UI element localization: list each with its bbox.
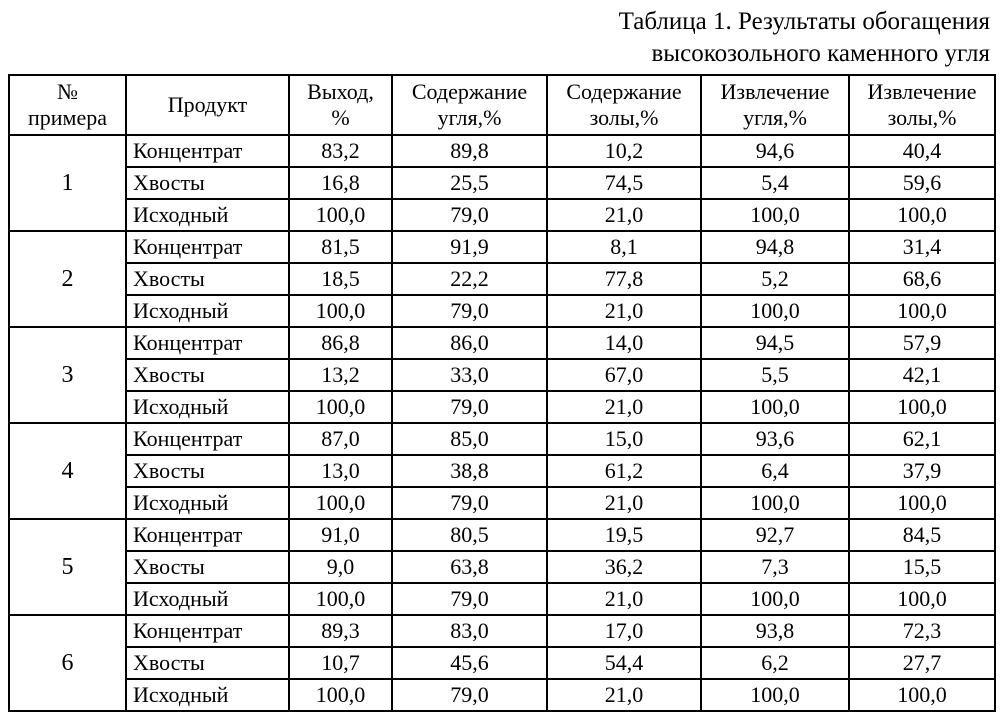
ash-content-cell: 67,0 [547,359,701,391]
yield-cell: 100,0 [289,487,392,519]
header-example-number-line-1: № [57,79,78,104]
table-row [9,135,995,167]
ash-recovery-cell: 100,0 [849,679,995,711]
coal-content-cell: 45,6 [392,647,547,679]
header-ash-content-line-2: золы,% [589,105,659,130]
coal-content-cell: 22,2 [392,263,547,295]
header-yield-line-1: Выход, [307,79,374,104]
yield-cell: 87,0 [289,423,392,455]
header-coal-content [392,75,547,135]
product-cell: Исходный [126,679,289,711]
table-row [9,295,995,327]
table-row [9,391,995,423]
coal-recovery-cell: 7,3 [701,551,849,583]
results-table [8,74,996,712]
table-row [9,359,995,391]
coal-recovery-cell: 93,8 [701,615,849,647]
coal-content-cell: 79,0 [392,391,547,423]
product-cell: Исходный [126,295,289,327]
yield-cell: 100,0 [289,679,392,711]
coal-recovery-cell: 5,4 [701,167,849,199]
table-row [9,583,995,615]
header-row [9,75,995,135]
coal-recovery-cell: 100,0 [701,487,849,519]
ash-recovery-cell: 42,1 [849,359,995,391]
product-cell: Исходный [126,487,289,519]
yield-cell: 13,2 [289,359,392,391]
product-cell: Хвосты [126,263,289,295]
coal-recovery-cell: 100,0 [701,391,849,423]
table-caption [619,6,990,70]
table-row [9,167,995,199]
ash-recovery-cell: 62,1 [849,423,995,455]
yield-cell: 89,3 [289,615,392,647]
product-cell: Хвосты [126,647,289,679]
table-row [9,423,995,455]
table-row [9,551,995,583]
yield-cell: 83,2 [289,135,392,167]
coal-content-cell: 79,0 [392,295,547,327]
coal-recovery-cell: 6,4 [701,455,849,487]
coal-content-cell: 83,0 [392,615,547,647]
header-product: Продукт [126,75,289,135]
caption-line-2: высокозольного каменного угля [651,40,990,67]
yield-cell: 86,8 [289,327,392,359]
table-row [9,455,995,487]
yield-cell: 100,0 [289,391,392,423]
product-cell: Концентрат [126,423,289,455]
coal-recovery-cell: 100,0 [701,679,849,711]
coal-content-cell: 38,8 [392,455,547,487]
ash-recovery-cell: 68,6 [849,263,995,295]
ash-content-cell: 54,4 [547,647,701,679]
coal-content-cell: 79,0 [392,583,547,615]
yield-cell: 100,0 [289,583,392,615]
yield-cell: 100,0 [289,295,392,327]
coal-recovery-cell: 100,0 [701,199,849,231]
example-number-cell: 1 [9,135,126,231]
coal-recovery-cell: 5,2 [701,263,849,295]
product-cell: Хвосты [126,167,289,199]
product-cell: Концентрат [126,135,289,167]
header-coal-content-line-2: угля,% [437,105,502,130]
table-row [9,199,995,231]
ash-recovery-cell: 100,0 [849,199,995,231]
table-row [9,263,995,295]
coal-content-cell: 80,5 [392,519,547,551]
coal-recovery-cell: 94,8 [701,231,849,263]
ash-recovery-cell: 84,5 [849,519,995,551]
header-coal-recovery-line-1: Извлечение [720,79,830,104]
ash-recovery-cell: 72,3 [849,615,995,647]
ash-recovery-cell: 15,5 [849,551,995,583]
table-row [9,615,995,647]
product-cell: Исходный [126,583,289,615]
product-cell: Хвосты [126,551,289,583]
ash-content-cell: 21,0 [547,391,701,423]
product-cell: Хвосты [126,359,289,391]
ash-content-cell: 36,2 [547,551,701,583]
yield-cell: 18,5 [289,263,392,295]
product-cell: Исходный [126,199,289,231]
coal-content-cell: 79,0 [392,199,547,231]
ash-recovery-cell: 100,0 [849,391,995,423]
product-cell: Концентрат [126,327,289,359]
ash-content-cell: 14,0 [547,327,701,359]
ash-content-cell: 74,5 [547,167,701,199]
ash-recovery-cell: 100,0 [849,487,995,519]
ash-recovery-cell: 100,0 [849,295,995,327]
product-cell: Хвосты [126,455,289,487]
yield-cell: 91,0 [289,519,392,551]
table-row [9,327,995,359]
coal-recovery-cell: 100,0 [701,295,849,327]
header-example-number-line-2: примера [28,105,107,130]
ash-recovery-cell: 31,4 [849,231,995,263]
header-example-number [9,75,126,135]
header-ash-recovery-line-1: Извлечение [867,79,977,104]
product-cell: Концентрат [126,615,289,647]
table-row [9,231,995,263]
header-ash-recovery-line-2: золы,% [887,105,957,130]
header-ash-content-line-1: Содержание [566,79,682,104]
yield-cell: 9,0 [289,551,392,583]
coal-content-cell: 86,0 [392,327,547,359]
coal-content-cell: 91,9 [392,231,547,263]
yield-cell: 16,8 [289,167,392,199]
coal-recovery-cell: 93,6 [701,423,849,455]
header-ash-content [547,75,701,135]
coal-content-cell: 79,0 [392,679,547,711]
coal-recovery-cell: 5,5 [701,359,849,391]
ash-recovery-cell: 57,9 [849,327,995,359]
header-ash-recovery [849,75,995,135]
ash-content-cell: 77,8 [547,263,701,295]
table-row [9,519,995,551]
ash-recovery-cell: 59,6 [849,167,995,199]
product-cell: Концентрат [126,231,289,263]
header-coal-recovery [701,75,849,135]
ash-content-cell: 10,2 [547,135,701,167]
coal-recovery-cell: 94,6 [701,135,849,167]
ash-recovery-cell: 37,9 [849,455,995,487]
ash-content-cell: 15,0 [547,423,701,455]
coal-recovery-cell: 6,2 [701,647,849,679]
example-number-cell: 4 [9,423,126,519]
ash-content-cell: 21,0 [547,295,701,327]
header-yield-line-2: % [331,105,350,130]
coal-content-cell: 33,0 [392,359,547,391]
coal-recovery-cell: 92,7 [701,519,849,551]
header-coal-recovery-line-2: угля,% [743,105,807,130]
ash-content-cell: 19,5 [547,519,701,551]
header-coal-content-line-1: Содержание [411,79,528,104]
example-number-cell: 5 [9,519,126,615]
caption-line-1: Таблица 1. Результаты обогащения [618,8,990,35]
ash-recovery-cell: 40,4 [849,135,995,167]
ash-recovery-cell: 27,7 [849,647,995,679]
product-cell: Концентрат [126,519,289,551]
ash-recovery-cell: 100,0 [849,583,995,615]
coal-recovery-cell: 94,5 [701,327,849,359]
ash-content-cell: 61,2 [547,455,701,487]
ash-content-cell: 8,1 [547,231,701,263]
yield-cell: 10,7 [289,647,392,679]
example-number-cell: 2 [9,231,126,327]
table-row [9,647,995,679]
yield-cell: 81,5 [289,231,392,263]
ash-content-cell: 21,0 [547,487,701,519]
coal-content-cell: 79,0 [392,487,547,519]
coal-content-cell: 63,8 [392,551,547,583]
coal-content-cell: 89,8 [392,135,547,167]
table-row [9,487,995,519]
ash-content-cell: 17,0 [547,615,701,647]
example-number-cell: 3 [9,327,126,423]
yield-cell: 13,0 [289,455,392,487]
ash-content-cell: 21,0 [547,199,701,231]
ash-content-cell: 21,0 [547,679,701,711]
example-number-cell: 6 [9,615,126,711]
coal-content-cell: 85,0 [392,423,547,455]
coal-content-cell: 25,5 [392,167,547,199]
coal-recovery-cell: 100,0 [701,583,849,615]
table-row [9,679,995,711]
product-cell: Исходный [126,391,289,423]
yield-cell: 100,0 [289,199,392,231]
ash-content-cell: 21,0 [547,583,701,615]
header-yield [289,75,392,135]
